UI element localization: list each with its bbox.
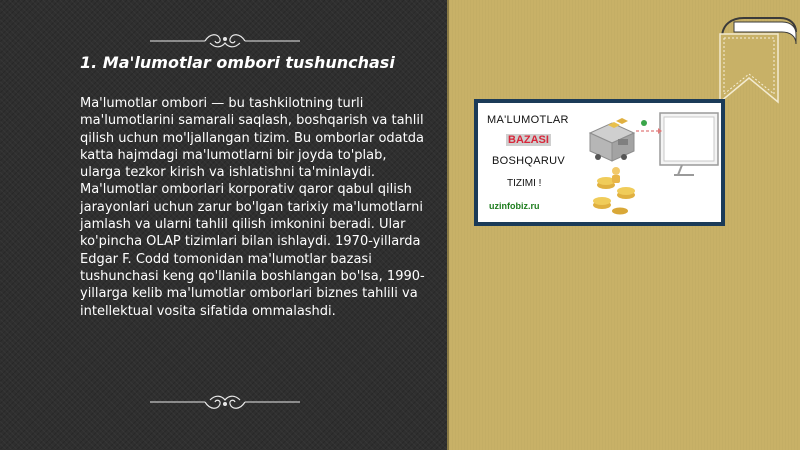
slide-title: 1. Ma'lumotlar ombori tushunchasi xyxy=(80,53,395,72)
image-text-bazasi: BAZASI xyxy=(508,134,549,146)
image-text-line-3: BOSHQARUV xyxy=(492,155,565,167)
database-transfer-illustration xyxy=(582,105,720,219)
ornamental-flourish-icon xyxy=(150,31,300,51)
slide-body-text: Ma'lumotlar ombori — bu tashkilotning turli ma'lumotlarini samarali saqlash, boshqarish va tahlil qilish uchun mo'ljallangan tizim. Bu omborlar odatda katta hajmdagi ma'lumotlarni bir joyda to'plab, ularga tezkor kirish va ishlatishni ta'minlaydi. Ma'lumotlar omborlari korporativ qaror qabul qilish jarayonlari uchun zarur bo'lgan tarixiy ma'lumotlarni jamlash va ularni tahlil qilish imkonini beradi. Ular ko'pincha OLAP tizimlari bilan ishlaydi. 1970-yillarda Edgar F. Codd tomonidan ma'lumotlar bazasi tushunchasi keng qo'llanila boshlangan bo'lsa, 1990-yillarga kelib ma'lumotlar omborlari biznes tahlili va intellektual vosita sifatida ommalashdi. xyxy=(80,96,425,319)
image-text-line-4: TIZIMI ! xyxy=(507,178,542,189)
image-watermark: uzinfobiz.ru xyxy=(489,201,540,211)
ornamental-flourish-icon xyxy=(150,392,300,412)
image-text-line-1: MA'LUMOTLAR xyxy=(487,114,569,126)
database-management-image xyxy=(474,99,725,226)
bookmark-ribbon-icon xyxy=(718,14,798,106)
